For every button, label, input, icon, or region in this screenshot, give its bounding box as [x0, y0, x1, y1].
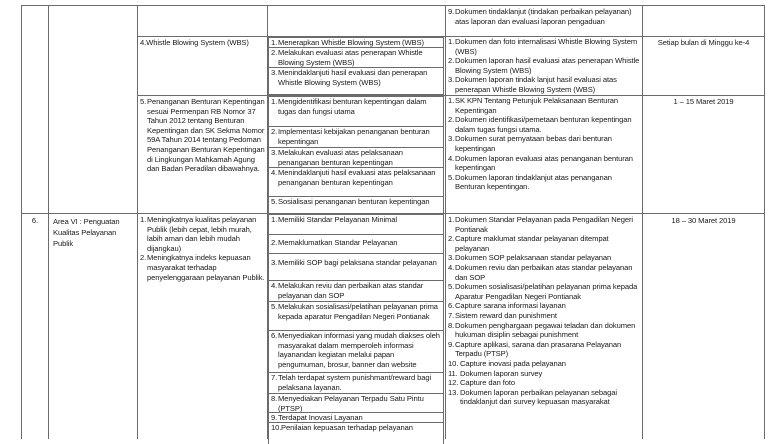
item-number: 10.	[271, 423, 282, 432]
item-number: 7.	[271, 373, 278, 382]
item-number: 8.	[448, 320, 455, 330]
item-number: 6.	[271, 331, 278, 340]
item-number: 2.	[271, 127, 278, 136]
item-text: Menyediakan informasi yang mudah diakses oleh masyarakat dalam memperoleh informasi layanandan kegiatan melalui papan pengumuman, brosur, banner dan website	[278, 331, 440, 369]
evidence-item	[448, 340, 640, 359]
activity-box	[268, 280, 444, 302]
item-text: Dokumen penghargaan pegawai teladan dan dokumen hukuman disiplin sebagai punishment	[455, 320, 636, 340]
activity-item	[271, 331, 441, 369]
item-text: Mengidentifikasi benturan kepentingan dalam tugas dan fungsi utama	[278, 97, 427, 116]
item-number: 9.	[271, 413, 278, 422]
item-text: Penanganan Benturan Kepentingan sesuai Permenpan RB Nomor 37 Tahun 2012 tentang Benturan Kepentingan dan SK Sekma Nomor 59A Tahun 2014 tentang Pedoman Penanganan Benturan Kepentingan di Lingkungan Mahkamah Agung dan Badan Peradilan dibawahnya.	[147, 97, 265, 174]
evidence-item	[448, 56, 640, 75]
item-text: SK KPN Tentang Petunjuk Pelaksanaan Benturan Kepentingan	[455, 96, 619, 115]
item-text: Dokumen sosialisasi/pelatihan pelayanan prima kepada Aparatur Pengadilan Negeri Pontianak	[455, 282, 638, 301]
item-number: 13.	[448, 387, 459, 397]
col-border-2	[137, 5, 138, 439]
row6-targets	[140, 215, 265, 282]
evidence-item	[448, 115, 640, 134]
item-text: Memiliki SOP bagi pelaksana standar pelayanan	[278, 258, 437, 267]
activity-box	[268, 393, 444, 413]
item-text: Dokumen reviu dan perbaikan atas standar pelayanan dan SOP	[455, 262, 633, 282]
item-text: Capture aplikasi, sarana dan prasarana Pelayanan Terpadu (PTSP)	[455, 339, 622, 359]
item-text: Capture inovasi pada pelayanan	[460, 358, 566, 368]
item-text: Dokumen Standar Pelayanan pada Pengadilan Negeri Pontianak	[455, 215, 633, 234]
section5-evidence	[448, 96, 640, 192]
evidence-item	[448, 37, 640, 56]
activity-box	[268, 330, 444, 373]
activity-box	[268, 196, 444, 214]
item-text: Menyediakan Pelayanan Terpadu Satu Pintu (PTSP)	[278, 394, 424, 413]
item-text: Dokumen laporan hasil evaluasi atas penerapan Whistle Blowing System (WBS)	[455, 56, 640, 75]
item-text: Dokumen identifikasi/pemetaan benturan kepentingan dalam tugas fungsi utama.	[455, 115, 632, 134]
item-number: 4.	[271, 281, 278, 290]
evidence-item	[448, 134, 640, 153]
activity-item	[271, 168, 441, 187]
evidence-item	[448, 388, 640, 407]
item-number: 5.	[271, 197, 278, 206]
activity-box	[268, 96, 444, 127]
item-number: 5.	[448, 172, 455, 182]
activity-box	[268, 126, 444, 148]
activity-item	[271, 394, 441, 413]
item-number: 9.	[448, 7, 455, 16]
item-number: 1.	[271, 97, 278, 106]
activity-item	[271, 281, 441, 300]
item-number: 3.	[271, 258, 278, 267]
activity-box	[268, 147, 444, 168]
activity-item	[271, 373, 441, 392]
evidence-item	[448, 263, 640, 282]
evidence-item	[448, 321, 640, 340]
prev-evidence-cell	[448, 7, 640, 26]
evidence-item	[448, 253, 640, 263]
item-number: 1.	[140, 215, 147, 224]
item-text: Memaklumatkan Standar Pelayanan	[278, 238, 398, 247]
item-text: Capture maklumat standar pelayanan ditempat pelayanan	[455, 234, 609, 253]
item-text: Menindaklanjuti hasil evaluasi atas pelaksanaan penanganan benturan kepentingan	[278, 168, 436, 187]
activity-item	[271, 302, 441, 321]
item-number: 7.	[448, 310, 455, 320]
item-number: 2.	[140, 253, 147, 263]
evidence-item	[448, 96, 640, 115]
item-text: Capture sarana informasi layanan	[455, 301, 566, 311]
item-number: 2.	[271, 48, 278, 57]
item-text: Dokumen laporan tindak lanjut hasil evaluasi atas penerapan Whistle Blowing System (WBS)	[455, 75, 617, 94]
item-number: 1.	[271, 38, 278, 47]
activity-item	[271, 215, 441, 225]
item-number: 3.	[448, 75, 455, 85]
evidence-item	[448, 359, 640, 369]
item-text: Melakukan sosialisasi/pelatihan pelayanan prima kepada aparatur Pengadilan Negeri Pontianak	[278, 302, 438, 321]
item-number: 10.	[448, 358, 459, 368]
item-number: 5.	[271, 302, 278, 311]
col-border-6	[764, 5, 765, 439]
evidence-item	[448, 369, 640, 379]
target-item	[140, 215, 265, 253]
item-text: Memiliki Standar Pelayanan Minimal	[278, 215, 397, 224]
section4-schedule: Setiap bulan di Minggu ke-4	[657, 38, 750, 47]
item-number: 1.	[448, 96, 455, 105]
item-text: Capture dan foto	[460, 378, 515, 388]
activity-box	[268, 422, 444, 444]
item-text: Dokumen laporan perbaikan pelayanan sebagai tindaklanjut dari survey kepuasan masyarakat	[460, 387, 617, 407]
activity-item	[271, 97, 441, 116]
table-top-border	[21, 5, 765, 6]
activity-item	[271, 148, 441, 167]
item-text: Dokumen laporan tindaklanjut atas penanganan Benturan kepentingan.	[455, 172, 612, 192]
item-number: 4.	[271, 168, 278, 177]
item-number: 2.	[448, 234, 455, 244]
item-text: Dokumen SOP pelaksanaan standar pelayanan	[455, 253, 612, 263]
item-text: Dokumen laporan survey	[460, 368, 543, 378]
item-number: 2.	[448, 56, 455, 66]
activity-box	[268, 167, 444, 197]
item-text: Dokumen tindaklanjut (tindakan perbaikan pelayanan) atas laporan dan evaluasi laporan pengaduan	[455, 7, 632, 26]
evidence-item	[448, 378, 640, 388]
activity-item	[271, 254, 441, 268]
item-number: 3.	[271, 68, 278, 77]
item-text: Meningkatnya kualitas pelayanan Publik (lebih cepat, lebih murah, labih aman dan lebih mudah dijangkau)	[147, 215, 257, 253]
evidence-item	[448, 301, 640, 311]
item-number: 4.	[448, 262, 455, 272]
item-text: Telah terdapat system punishmant/reward bagi pelaksana layanan.	[278, 373, 432, 392]
activity-item	[271, 68, 441, 87]
activity-item	[271, 235, 441, 248]
row6-area: Area VI : Penguatan Kualitas Pelayanan Publik	[53, 217, 120, 248]
item-number: 3.	[271, 148, 278, 157]
evidence-item	[448, 215, 640, 234]
item-text: Dokumen dan foto internalisasi Whistle Blowing System (WBS)	[455, 37, 638, 56]
item-text: Melakukan evaluasi atas penerapan Whistle Blowing System (WBS)	[278, 48, 423, 67]
item-number: 3.	[448, 253, 455, 263]
item-number: 12.	[448, 378, 459, 388]
target-item	[140, 253, 265, 282]
item-number: 4.	[448, 153, 455, 163]
item-text: Melakukan evaluasi atas pelaksanaan penanganan benturan kepentingan	[278, 148, 403, 167]
row6-evidence	[448, 215, 640, 407]
evidence-item	[448, 173, 640, 192]
activity-box	[268, 47, 444, 68]
item-number: 2.	[448, 115, 455, 125]
item-text: Menindaklanjuti hasil evaluasi dan penerapan Whistle Blowing System (WBS)	[278, 68, 428, 87]
item-number: 1.	[448, 215, 455, 224]
item-text: Penilaian kepuasan terhadap pelayanan	[281, 423, 413, 432]
col-border-4	[445, 5, 446, 439]
section4-evidence	[448, 37, 640, 95]
activity-box	[268, 214, 444, 235]
item-number: 1.	[448, 37, 455, 46]
item-number: 1.	[271, 215, 278, 224]
activity-item	[271, 423, 441, 433]
item-text: Meningkatnya indeks kepuasan masyarakat terhadap penyelenggaraan pelayanan Publik.	[147, 253, 265, 282]
section5-schedule: 1 – 15 Maret 2019	[673, 97, 734, 106]
activity-item	[271, 48, 441, 67]
activity-box	[268, 253, 444, 281]
item-number: 5.	[448, 282, 455, 292]
section4-program: 4.Whistle Blowing System (WBS)	[140, 38, 249, 47]
activity-item	[271, 127, 441, 146]
activity-box	[268, 301, 444, 331]
program-item	[140, 97, 265, 174]
item-number: 11.	[448, 368, 458, 378]
item-number: 2.	[271, 238, 278, 247]
evidence-item	[448, 311, 640, 321]
item-number: 9.	[448, 339, 455, 349]
evidence-item	[448, 282, 640, 301]
row6-schedule: 18 – 30 Maret 2019	[671, 216, 736, 225]
item-text: Dokumen laporan evaluasi atas penanganan benturan kepentingan	[455, 153, 633, 173]
activity-box	[268, 67, 444, 95]
section5-program	[140, 97, 265, 174]
item-text: Sosialisasi penanganan benturan kepentingan	[278, 197, 430, 206]
activity-box	[268, 234, 444, 254]
evidence-item	[448, 154, 640, 173]
item-text: Menerapkan Whistle Blowing System (WBS)	[278, 38, 424, 47]
item-text: Terdapat Inovasi Layanan	[278, 413, 363, 422]
item-text: Implementasi kebijakan penanganan benturan kepentingan	[278, 127, 430, 146]
item-text: Melakukan reviu dan perbaikan atas standar pelayanan dan SOP	[278, 281, 424, 300]
item-number: 6.	[448, 301, 455, 311]
evidence-item	[448, 234, 640, 253]
col-border-1	[48, 5, 49, 439]
item-number: 5.	[140, 97, 147, 106]
activity-item	[271, 197, 441, 207]
row6-number: 6.	[31, 216, 39, 225]
activity-box	[268, 372, 444, 394]
item-number: 8.	[271, 394, 278, 403]
item-number: 3.	[448, 134, 455, 144]
evidence-item	[448, 7, 640, 26]
item-text: Sistem reward dan punishment	[455, 310, 557, 320]
evidence-item	[448, 75, 640, 94]
item-text: Dokumen surat pernyataan bebas dari benturan kepentingan	[455, 134, 612, 153]
